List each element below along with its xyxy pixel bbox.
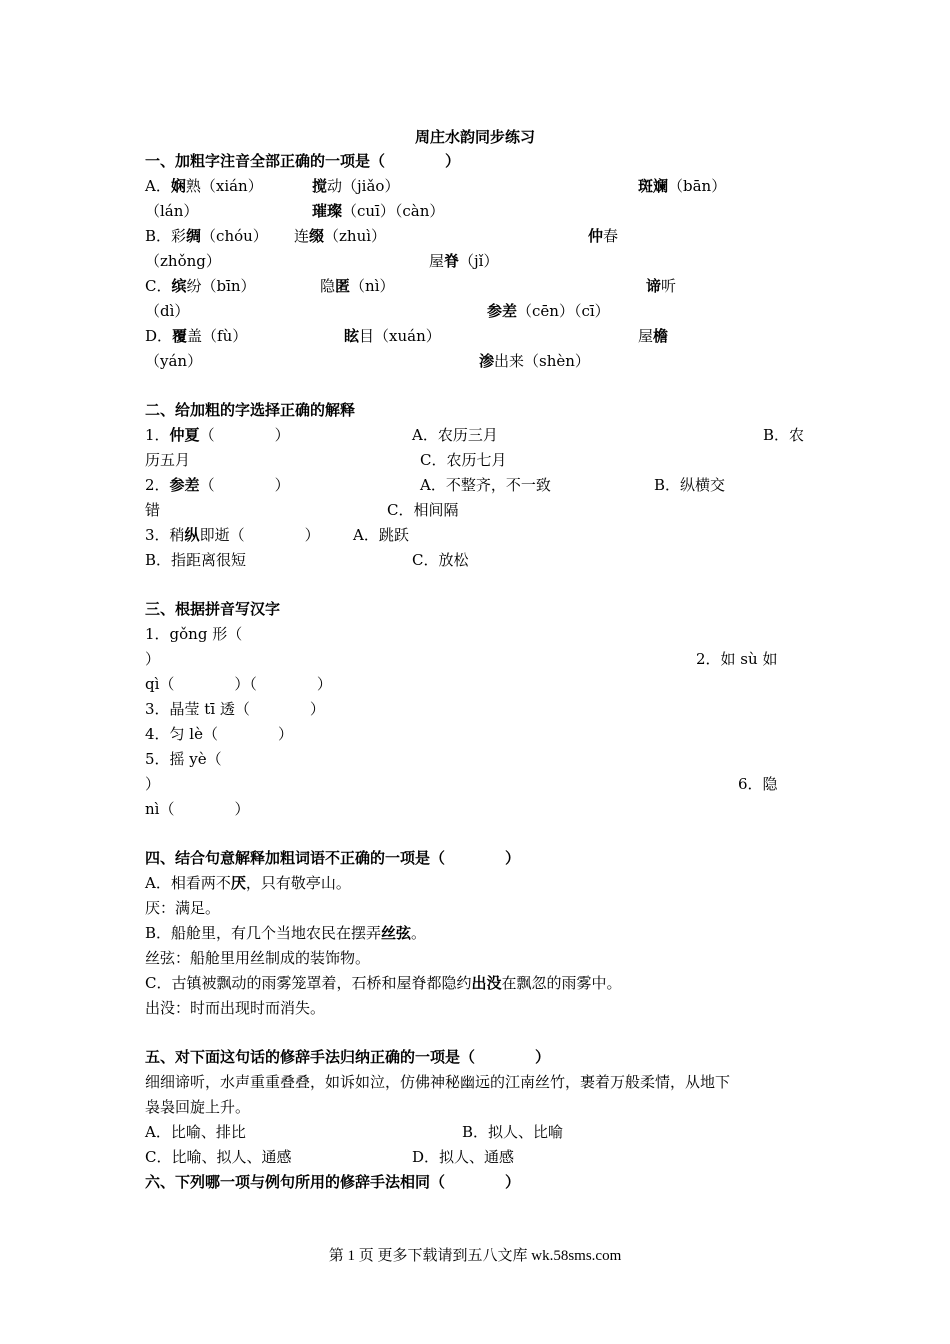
q6-heading: 六、下列哪一项与例句所用的修辞手法相同（ ）: [145, 1173, 521, 1191]
q3-line-7a: ）: [145, 775, 161, 793]
q1-option-d-3: 屋檐: [638, 327, 669, 345]
q2-item-2-option-b-cont: 错: [145, 501, 161, 519]
q4-option-c: C．古镇被飘动的雨雾笼罩着，石桥和屋脊都隐约出没在飘忽的雨雾中。: [145, 974, 622, 992]
q3-line-8: nì（ ）: [145, 800, 250, 818]
q3-line-6: 5．摇 yè（: [145, 750, 222, 768]
q2-item-2-option-b: B．纵横交: [654, 476, 726, 494]
q2-item-2: 2．参差（ ）: [145, 476, 290, 494]
q3-line-1: 1．gǒng 形（: [145, 625, 243, 643]
q1-option-a-3: 斑斓（bān）: [638, 177, 727, 195]
q2-item-3-option-a: A．跳跃: [353, 526, 409, 544]
q3-heading: 三、根据拼音写汉字: [145, 600, 281, 618]
q5-option-b: B．拟人、比喻: [462, 1123, 564, 1141]
q5-heading: 五、对下面这句话的修辞手法归纳正确的一项是（ ）: [145, 1048, 551, 1066]
q2-item-3: 3．稍纵即逝（ ）: [145, 526, 320, 544]
q3-line-7b: 6．隐: [738, 775, 778, 793]
page-footer: 第 1 页 更多下载请到五八文库 wk.58sms.com: [328, 1248, 622, 1264]
q1-option-c-3-cont: （dì）: [145, 302, 190, 320]
q2-item-1-option-b: B．农: [763, 426, 805, 444]
q1-option-a-4: 璀璨（cuī）（càn）: [312, 202, 445, 220]
page-title: 周庄水韵同步练习: [414, 128, 535, 146]
q1-option-c-2: 隐匿（nì）: [320, 277, 395, 295]
q1-option-d-4: 渗出来（shèn）: [479, 352, 590, 370]
q5-passage-line-2: 袅袅回旋上升。: [145, 1098, 251, 1116]
q1-option-d-3-cont: （yán）: [145, 352, 203, 370]
q1-option-b-4: 屋脊（jǐ）: [429, 252, 499, 270]
q1-option-a-3-cont: （lán）: [145, 202, 199, 220]
q3-line-5: 4．匀 lè（ ）: [145, 725, 293, 743]
q2-item-2-option-c: C．相间隔: [387, 501, 459, 519]
q3-line-4: 3．晶莹 tī 透（ ）: [145, 700, 325, 718]
q2-item-1-option-b-cont: 历五月: [145, 451, 191, 469]
q1-option-c-1: C．缤纷（bīn）: [145, 277, 256, 295]
q1-option-d-2: 眩目（xuán）: [344, 327, 441, 345]
q2-item-3-option-b: B．指距离很短: [145, 551, 247, 569]
q1-option-b-3-cont: （zhǒng）: [145, 252, 221, 270]
q5-option-a: A．比喻、排比: [145, 1123, 246, 1141]
q2-item-2-option-a: A．不整齐，不一致: [420, 476, 551, 494]
q1-option-a-2: 搅动（jiǎo）: [312, 177, 400, 195]
q1-option-c-4: 参差（cēn）（cī）: [487, 302, 610, 320]
q1-option-b-3: 仲春: [588, 227, 619, 245]
q5-option-c: C．比喻、拟人、通感: [145, 1148, 292, 1166]
q1-heading: 一、加粗字注音全部正确的一项是（ ）: [145, 152, 461, 170]
q1-option-b-1: B．彩绸（chóu）: [145, 227, 268, 245]
q1-option-b-2: 连缀（zhuì）: [294, 227, 387, 245]
q2-item-1-option-a: A．农历三月: [412, 426, 498, 444]
q2-item-1-option-c: C．农历七月: [420, 451, 507, 469]
q4-option-b: B．船舱里，有几个当地农民在摆弄丝弦。: [145, 924, 427, 942]
q2-item-1: 1．仲夏（ ）: [145, 426, 290, 444]
q2-heading: 二、给加粗的字选择正确的解释: [145, 401, 356, 419]
q4-heading: 四、结合句意解释加粗词语不正确的一项是（ ）: [145, 849, 521, 867]
q2-item-3-option-c: C．放松: [412, 551, 469, 569]
q3-line-2a: ）: [145, 650, 161, 668]
q4-option-a-explanation: 厌：满足。: [145, 899, 221, 917]
q1-option-a-1: A．娴熟（xián）: [145, 177, 263, 195]
q1-option-c-3: 谛听: [646, 277, 677, 295]
q5-option-d: D．拟人、通感: [412, 1148, 515, 1166]
q1-option-d-1: D．覆盖（fù）: [145, 327, 248, 345]
q4-option-a: A．相看两不厌，只有敬亭山。: [145, 874, 351, 892]
q5-passage-line-1: 细细谛听，水声重重叠叠，如诉如泣，仿佛神秘幽远的江南丝竹，裹着万般柔情，从地下: [145, 1073, 731, 1091]
q3-line-2b: 2．如 sù 如: [696, 650, 778, 668]
q4-option-c-explanation: 出没：时而出现时而消失。: [145, 999, 326, 1017]
q3-line-3: qì（ ）（ ）: [145, 675, 332, 693]
q4-option-b-explanation: 丝弦：船舱里用丝制成的装饰物。: [145, 949, 371, 967]
